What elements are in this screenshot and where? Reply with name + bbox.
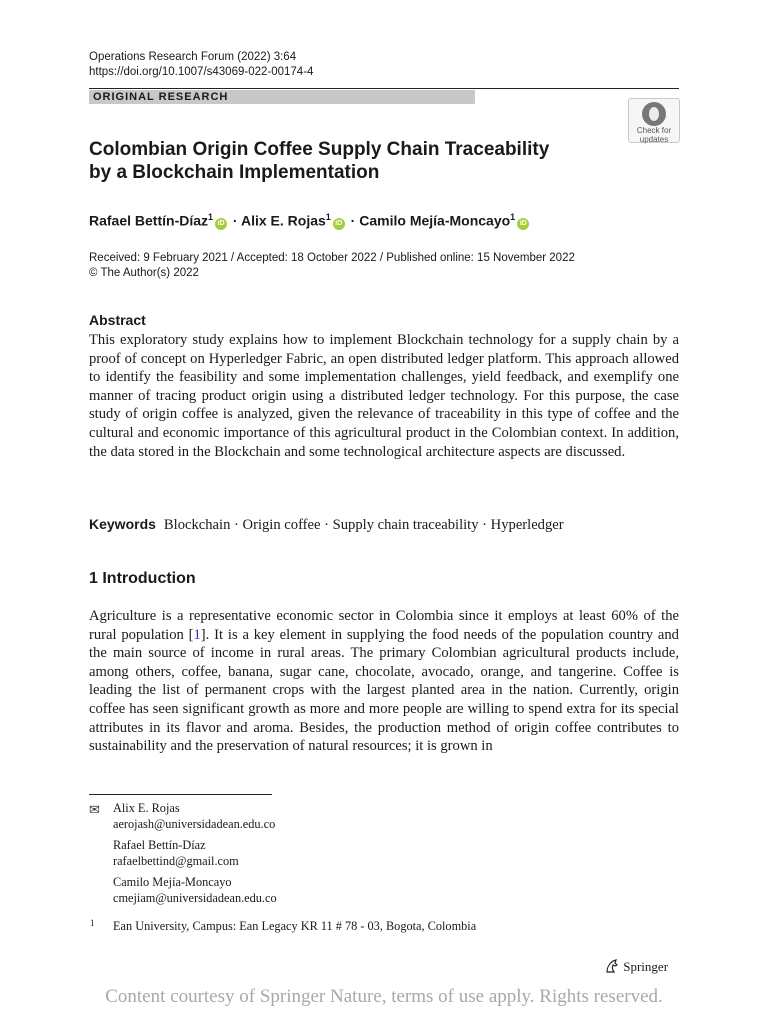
journal-citation: Operations Research Forum (2022) 3:64 <box>89 51 297 63</box>
springer-horse-icon <box>604 958 620 974</box>
title-line-2: by a Blockchain Implementation <box>89 162 380 183</box>
contact-name: Camilo Mejía-Moncayo <box>113 875 232 889</box>
contact-email[interactable]: cmejiam@universidadean.edu.co <box>113 890 277 905</box>
contact-name: Alix E. Rojas <box>113 801 180 815</box>
publication-dates <box>89 251 575 280</box>
keywords-line <box>89 516 564 534</box>
author-name[interactable]: Camilo Mejía-Moncayo <box>359 212 511 229</box>
affil-sup: 1 <box>325 212 331 222</box>
affil-sup: 1 <box>208 212 214 222</box>
badge-label-1: Check for <box>636 126 672 135</box>
intro-paragraph <box>89 607 679 756</box>
affil-sup: 1 <box>510 212 516 222</box>
courtesy-notice: Content courtesy of Springer Nature, terms of use apply. Rights reserved. <box>105 986 663 1007</box>
journal-header <box>89 50 313 80</box>
doi-link[interactable]: https://doi.org/10.1007/s43069-022-00174-4 <box>89 66 314 78</box>
contact-email[interactable]: aerojash@universidadean.edu.co <box>113 816 276 831</box>
history-dates: Received: 9 February 2021 / Accepted: 18 October 2022 / Published online: 15 November 2022 <box>89 252 575 264</box>
citation-link[interactable]: 1 <box>193 626 201 643</box>
contact-email[interactable]: rafaelbettind@gmail.com <box>113 853 239 868</box>
copyright-line: © The Author(s) 2022 <box>89 266 199 279</box>
article-type-banner: ORIGINAL RESEARCH <box>89 90 475 104</box>
author-list: Rafael Bettín-Díaz$^1$iD · Alix E. Rojas$^1$iD · Camilo Mejía-Moncayo$^1$iD <box>89 208 531 230</box>
contact-block <box>113 801 277 906</box>
check-for-updates-icon <box>642 102 666 126</box>
header-rule <box>89 88 679 89</box>
section-heading: 1 Introduction <box>89 570 196 587</box>
affiliation-text: Ean University, Campus: Ean Legacy KR 11 # 78 - 03, Bogota, Colombia <box>113 919 477 933</box>
keywords-label: Keywords <box>89 516 156 532</box>
envelope-icon: ✉ <box>89 802 100 817</box>
orcid-icon[interactable]: iD <box>333 218 345 230</box>
intro-text-2: ]. It is a key element in supplying the food needs of the population country and the main source of income in rural areas. The primary Colombian agricultural products include, among others, coffee, banana, sugar cane, chocolate, avocado, orange, and tangerine. Coffee is leading the list of permanent crops with the largest planted area in the nation. Currently, origin coffee has seen significant growth as more and more people are willing to spend extra for its special attributes in its flavor and aroma. Besides, the production method of origin coffee contributes to sustainability and the preservation of natural resources; it is grown in <box>89 626 679 755</box>
author-name[interactable]: Alix E. Rojas <box>240 212 326 229</box>
affiliation-mark: 1 <box>90 918 95 928</box>
orcid-icon[interactable]: iD <box>215 218 227 230</box>
footnote-rule <box>89 794 272 795</box>
abstract-heading: Abstract <box>89 312 146 328</box>
orcid-icon[interactable]: iD <box>517 218 529 230</box>
publisher-name: Springer <box>623 959 669 974</box>
contact-name: Rafael Bettín-Díaz <box>113 838 206 852</box>
springer-logo <box>604 958 668 975</box>
article-title <box>89 138 609 184</box>
check-for-updates-button[interactable] <box>628 98 680 143</box>
author-name[interactable]: Rafael Bettín-Díaz <box>89 212 209 229</box>
badge-label-2: updates <box>639 135 669 144</box>
keywords-list: Blockchain · Origin coffee · Supply chain traceability · Hyperledger <box>163 517 564 533</box>
abstract-text: This exploratory study explains how to implement Blockchain technology for a supply chain by a proof of concept on Hyperledger Fabric, an open distributed ledger platform. This approach allowed to identify the feasibility and some implementation challenges, yield feedback, and exemplify one manner of tracing product origin using a distributed ledger technology. For this purpose, the case study of origin coffee is analyzed, given the relevance of traceability in this type of coffee and the cultural and economic importance of this agricultural product in the Colombian context. In addition, the data stored in the Blockchain and some technological architecture aspects are discussed. <box>89 332 679 460</box>
title-line-1: Colombian Origin Coffee Supply Chain Traceability <box>89 139 550 160</box>
intro-text-1: Agriculture is a representative economic sector in Colombia since it employs at least 60% of the rural population [ <box>89 608 679 643</box>
